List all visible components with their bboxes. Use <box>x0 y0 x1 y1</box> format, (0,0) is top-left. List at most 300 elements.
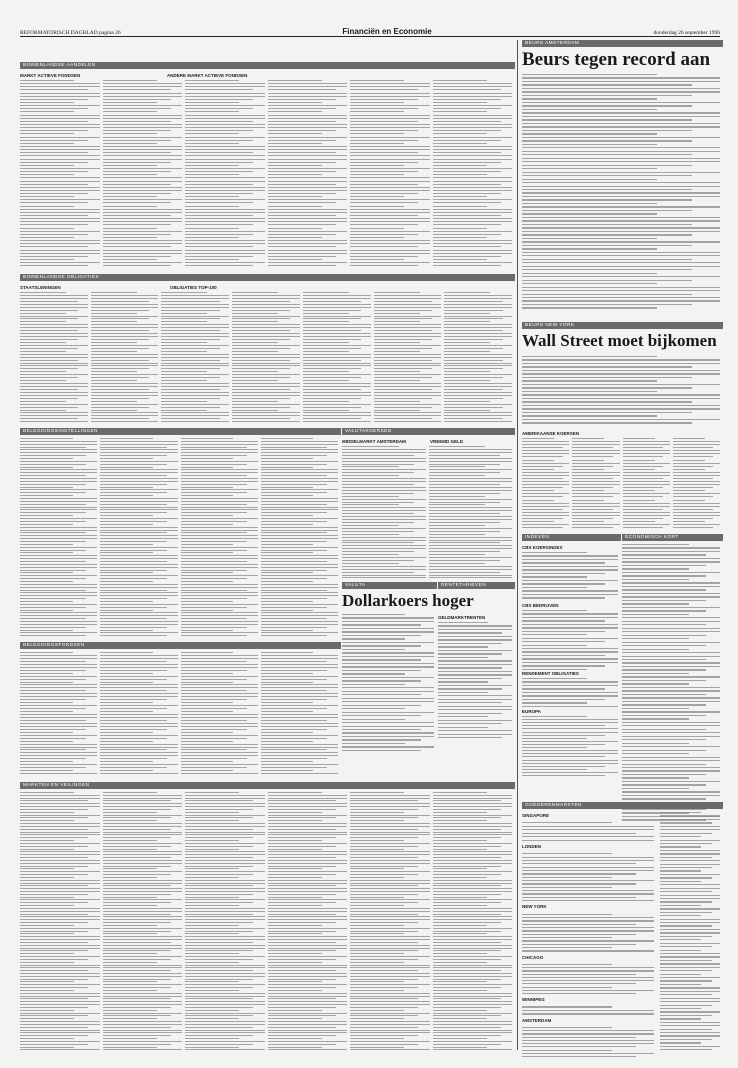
text-line <box>433 942 501 943</box>
text-line <box>181 690 247 691</box>
text-line <box>622 666 720 667</box>
text-line <box>103 953 157 954</box>
table-column <box>261 438 338 636</box>
text-line <box>232 386 300 387</box>
text-line <box>622 600 706 601</box>
text-line <box>100 773 177 774</box>
subhead-cbs-koersindex: CBS KOERSINDEX <box>522 545 563 550</box>
text-line <box>342 464 414 465</box>
text-line <box>20 735 97 736</box>
text-line <box>429 455 501 456</box>
text-line <box>350 922 418 923</box>
text-line <box>261 632 338 633</box>
text-line <box>522 1010 654 1011</box>
text-line <box>433 212 513 213</box>
text-line <box>181 578 247 579</box>
text-line <box>522 123 720 124</box>
text-line <box>20 1038 74 1039</box>
text-line <box>350 256 418 257</box>
text-line <box>20 902 88 903</box>
text-line <box>261 610 314 611</box>
text-line <box>438 622 488 623</box>
text-line <box>181 687 258 688</box>
text-line <box>433 215 501 216</box>
text-line <box>433 965 513 966</box>
text-line <box>350 987 418 988</box>
text-line <box>181 767 247 768</box>
text-line <box>522 84 692 85</box>
text-line <box>20 621 97 622</box>
text-line <box>100 530 177 531</box>
text-line <box>673 512 720 513</box>
text-line <box>20 690 86 691</box>
text-line <box>20 714 97 715</box>
text-line <box>303 404 371 405</box>
text-line <box>103 152 171 153</box>
text-line <box>103 159 183 160</box>
text-line <box>660 888 720 889</box>
text-line <box>185 990 239 991</box>
text-line <box>261 601 314 602</box>
text-line <box>522 463 569 464</box>
text-line <box>438 646 488 647</box>
text-line <box>433 959 501 960</box>
text-line <box>103 868 157 869</box>
text-line <box>181 444 258 445</box>
text-line <box>268 965 348 966</box>
text-line <box>350 159 430 160</box>
text-line <box>185 121 253 122</box>
text-line <box>350 871 430 872</box>
text-line <box>100 667 177 668</box>
text-line <box>433 127 513 128</box>
text-line <box>350 914 418 915</box>
text-line <box>342 743 405 744</box>
text-line <box>433 111 487 112</box>
text-line <box>622 715 706 716</box>
text-line <box>429 490 513 491</box>
text-line <box>181 535 258 536</box>
text-line <box>268 792 322 793</box>
text-line <box>342 490 426 491</box>
text-line <box>660 881 701 882</box>
text-line <box>622 645 706 646</box>
text-line <box>622 760 720 761</box>
text-line <box>572 509 613 510</box>
text-line <box>20 798 100 799</box>
text-line <box>261 524 314 525</box>
text-line <box>91 301 149 302</box>
text-line <box>433 979 501 980</box>
text-line <box>342 528 426 529</box>
text-line <box>374 342 420 343</box>
text-line <box>185 883 265 884</box>
text-line <box>522 391 657 392</box>
text-line <box>433 193 501 194</box>
text-line <box>185 1015 253 1016</box>
text-line <box>161 407 219 408</box>
text-line <box>181 679 247 680</box>
section-bar-rentetarieven: RENTETARIEVEN <box>438 582 515 589</box>
text-line <box>161 304 229 305</box>
text-line <box>103 253 183 254</box>
text-line <box>572 515 619 516</box>
text-line <box>433 936 513 937</box>
text-line <box>261 458 314 459</box>
text-line <box>232 354 300 355</box>
text-line <box>522 873 636 874</box>
text-line <box>20 535 97 536</box>
text-line <box>350 874 418 875</box>
dollar-headline: Dollarkoers hoger <box>342 591 474 610</box>
text-line <box>342 722 434 723</box>
table-column <box>161 292 229 422</box>
text-line <box>374 386 442 387</box>
text-line <box>20 215 88 216</box>
text-line <box>185 190 265 191</box>
text-line <box>20 981 74 982</box>
text-line <box>522 917 654 918</box>
subhead-europa: EUROPA <box>522 709 541 714</box>
text-line <box>572 512 619 513</box>
text-line <box>350 936 430 937</box>
text-line <box>433 922 501 923</box>
text-line <box>100 627 166 628</box>
text-line <box>660 1015 712 1016</box>
text-line <box>522 220 720 221</box>
text-line <box>181 447 247 448</box>
text-line <box>622 624 706 625</box>
text-line <box>100 444 177 445</box>
text-line <box>374 351 420 352</box>
text-line <box>20 857 88 858</box>
text-line <box>261 607 327 608</box>
text-line <box>522 405 720 406</box>
text-line <box>161 310 219 311</box>
text-line <box>181 461 258 462</box>
text-line <box>268 976 348 977</box>
text-line <box>438 692 488 693</box>
text-line <box>433 80 487 81</box>
text-line <box>673 506 720 507</box>
text-line <box>444 421 512 422</box>
text-line <box>181 702 234 703</box>
text-line <box>622 565 706 566</box>
text-line <box>268 234 336 235</box>
text-line <box>444 383 512 384</box>
text-line <box>181 590 247 591</box>
wallstreet-article-text <box>522 356 720 426</box>
text-line <box>623 490 655 491</box>
text-line <box>20 1047 74 1048</box>
text-line <box>185 199 265 200</box>
text-line <box>100 752 177 753</box>
wallstreet-headline: Wall Street moet bijkomen <box>522 331 717 350</box>
text-line <box>342 493 414 494</box>
text-line <box>622 729 706 730</box>
text-line <box>185 206 239 207</box>
text-line <box>261 604 338 605</box>
text-line <box>185 184 253 185</box>
text-line <box>622 554 706 555</box>
text-line <box>185 851 265 852</box>
text-line <box>342 516 426 517</box>
text-line <box>433 925 487 926</box>
text-line <box>622 575 706 576</box>
text-line <box>623 463 670 464</box>
text-line <box>261 441 338 442</box>
text-line <box>444 354 512 355</box>
text-line <box>185 1035 253 1036</box>
text-line <box>20 313 66 314</box>
text-line <box>20 948 100 949</box>
text-line <box>261 679 327 680</box>
text-line <box>433 948 513 949</box>
text-line <box>350 253 430 254</box>
subhead-new-york: NEW YORK <box>522 904 547 910</box>
text-line <box>91 363 159 364</box>
text-line <box>673 441 720 442</box>
text-line <box>350 193 418 194</box>
text-line <box>433 885 501 886</box>
text-line <box>342 687 434 688</box>
text-line <box>20 143 74 144</box>
text-line <box>100 558 177 559</box>
text-line <box>433 993 513 994</box>
text-line <box>185 137 265 138</box>
text-line <box>350 993 430 994</box>
text-line <box>181 624 258 625</box>
text-line <box>522 266 720 267</box>
text-line <box>522 158 720 159</box>
text-line <box>181 717 258 718</box>
text-line <box>342 554 399 555</box>
table-column <box>303 292 371 422</box>
text-line <box>660 980 712 981</box>
text-line <box>20 837 88 838</box>
text-line <box>522 863 636 864</box>
text-line <box>161 318 219 319</box>
text-line <box>181 472 258 473</box>
text-line <box>660 956 720 957</box>
text-line <box>268 803 348 804</box>
text-line <box>181 699 247 700</box>
section-bar-beleggingsfondsen: BELEGGINGSFONDSEN <box>20 642 341 649</box>
text-line <box>103 83 183 84</box>
text-line <box>374 421 442 422</box>
text-line <box>261 732 314 733</box>
text-line <box>185 803 265 804</box>
text-line <box>374 324 442 325</box>
text-line <box>522 165 692 166</box>
text-line <box>232 336 300 337</box>
text-line <box>268 86 348 87</box>
text-line <box>20 504 86 505</box>
text-line <box>342 656 434 657</box>
text-line <box>433 1021 513 1022</box>
text-line <box>20 708 86 709</box>
text-line <box>350 105 430 106</box>
text-line <box>20 676 97 677</box>
text-line <box>268 800 336 801</box>
text-line <box>522 940 654 941</box>
text-line <box>185 202 253 203</box>
text-line <box>268 237 322 238</box>
text-line <box>350 127 430 128</box>
text-line <box>429 464 501 465</box>
text-line <box>20 851 100 852</box>
text-line <box>522 822 612 823</box>
text-line <box>660 932 720 933</box>
text-line <box>20 655 97 656</box>
text-line <box>342 712 434 713</box>
text-line <box>232 292 278 293</box>
text-line <box>268 931 336 932</box>
text-line <box>20 564 97 565</box>
text-line <box>444 301 502 302</box>
text-line <box>660 912 712 913</box>
text-line <box>350 1041 430 1042</box>
text-line <box>522 493 569 494</box>
beurs-headline: Beurs tegen record aan <box>522 49 711 70</box>
text-line <box>522 937 612 938</box>
us-quotes-region <box>522 430 720 530</box>
text-line <box>303 389 361 390</box>
text-line <box>161 342 207 343</box>
text-line <box>374 318 432 319</box>
text-line <box>622 547 720 548</box>
text-line <box>103 228 157 229</box>
text-line <box>181 481 258 482</box>
text-line <box>522 245 692 246</box>
text-line <box>303 310 361 311</box>
section-bar-indexen: INDEXEN <box>522 534 621 541</box>
text-line <box>91 295 159 296</box>
text-line <box>181 521 247 522</box>
text-line <box>660 946 712 947</box>
text-line <box>522 983 636 984</box>
text-line <box>522 744 605 745</box>
text-line <box>20 489 97 490</box>
text-line <box>181 489 258 490</box>
text-line <box>433 115 513 116</box>
text-line <box>522 377 692 378</box>
text-line <box>522 655 605 656</box>
text-line <box>572 503 619 504</box>
section-bar-binnenlandse-aandelen: BINNENLANDSE AANDELEN <box>20 62 515 69</box>
text-line <box>268 834 348 835</box>
text-line <box>261 714 338 715</box>
text-line <box>433 262 513 263</box>
text-line <box>303 298 371 299</box>
text-line <box>185 953 239 954</box>
text-line <box>433 237 487 238</box>
text-line <box>350 111 404 112</box>
text-line <box>185 899 265 900</box>
text-line <box>429 542 501 543</box>
text-line <box>20 363 88 364</box>
text-line <box>522 594 618 595</box>
text-line <box>433 832 513 833</box>
section-bar-valuta: VALUTA <box>342 582 437 589</box>
text-line <box>20 518 97 519</box>
text-line <box>103 184 171 185</box>
text-line <box>268 99 336 100</box>
text-line <box>572 475 619 476</box>
text-line <box>232 404 300 405</box>
text-line <box>20 931 88 932</box>
text-line <box>433 171 501 172</box>
text-line <box>20 449 97 450</box>
text-line <box>181 438 234 439</box>
text-line <box>20 541 86 542</box>
text-line <box>350 130 418 131</box>
text-line <box>572 450 619 451</box>
text-line <box>303 421 371 422</box>
text-line <box>100 747 177 748</box>
table-column <box>185 792 265 1050</box>
text-line <box>261 747 338 748</box>
text-line <box>100 532 166 533</box>
text-line <box>342 659 421 660</box>
text-line <box>20 162 88 163</box>
table-column <box>522 438 569 528</box>
text-line <box>181 455 247 456</box>
text-line <box>103 962 157 963</box>
text-line <box>100 587 177 588</box>
text-line <box>20 601 73 602</box>
text-line <box>261 702 314 703</box>
text-line <box>522 484 569 485</box>
text-line <box>268 224 336 225</box>
text-line <box>522 914 612 915</box>
text-line <box>673 484 720 485</box>
text-line <box>622 732 720 733</box>
text-line <box>660 853 720 854</box>
text-line <box>622 725 720 726</box>
text-line <box>433 928 513 929</box>
text-line <box>522 559 618 560</box>
text-line <box>522 763 618 764</box>
text-line <box>20 184 88 185</box>
text-line <box>350 1038 404 1039</box>
text-line <box>433 908 513 909</box>
text-line <box>181 711 234 712</box>
text-line <box>374 336 442 337</box>
text-line <box>181 627 247 628</box>
text-line <box>433 159 513 160</box>
text-line <box>438 723 502 724</box>
text-line <box>103 246 171 247</box>
text-line <box>522 651 618 652</box>
text-line <box>622 767 720 768</box>
text-line <box>660 919 720 920</box>
text-line <box>673 481 720 482</box>
table-column <box>261 652 338 774</box>
text-line <box>350 840 404 841</box>
text-line <box>433 803 513 804</box>
text-line <box>20 250 100 251</box>
text-line <box>268 1001 348 1002</box>
text-line <box>185 795 265 796</box>
text-line <box>622 704 706 705</box>
text-line <box>268 196 322 197</box>
text-line <box>20 840 74 841</box>
table-column <box>429 446 513 578</box>
text-line <box>522 738 587 739</box>
text-line <box>433 846 501 847</box>
text-line <box>100 615 177 616</box>
